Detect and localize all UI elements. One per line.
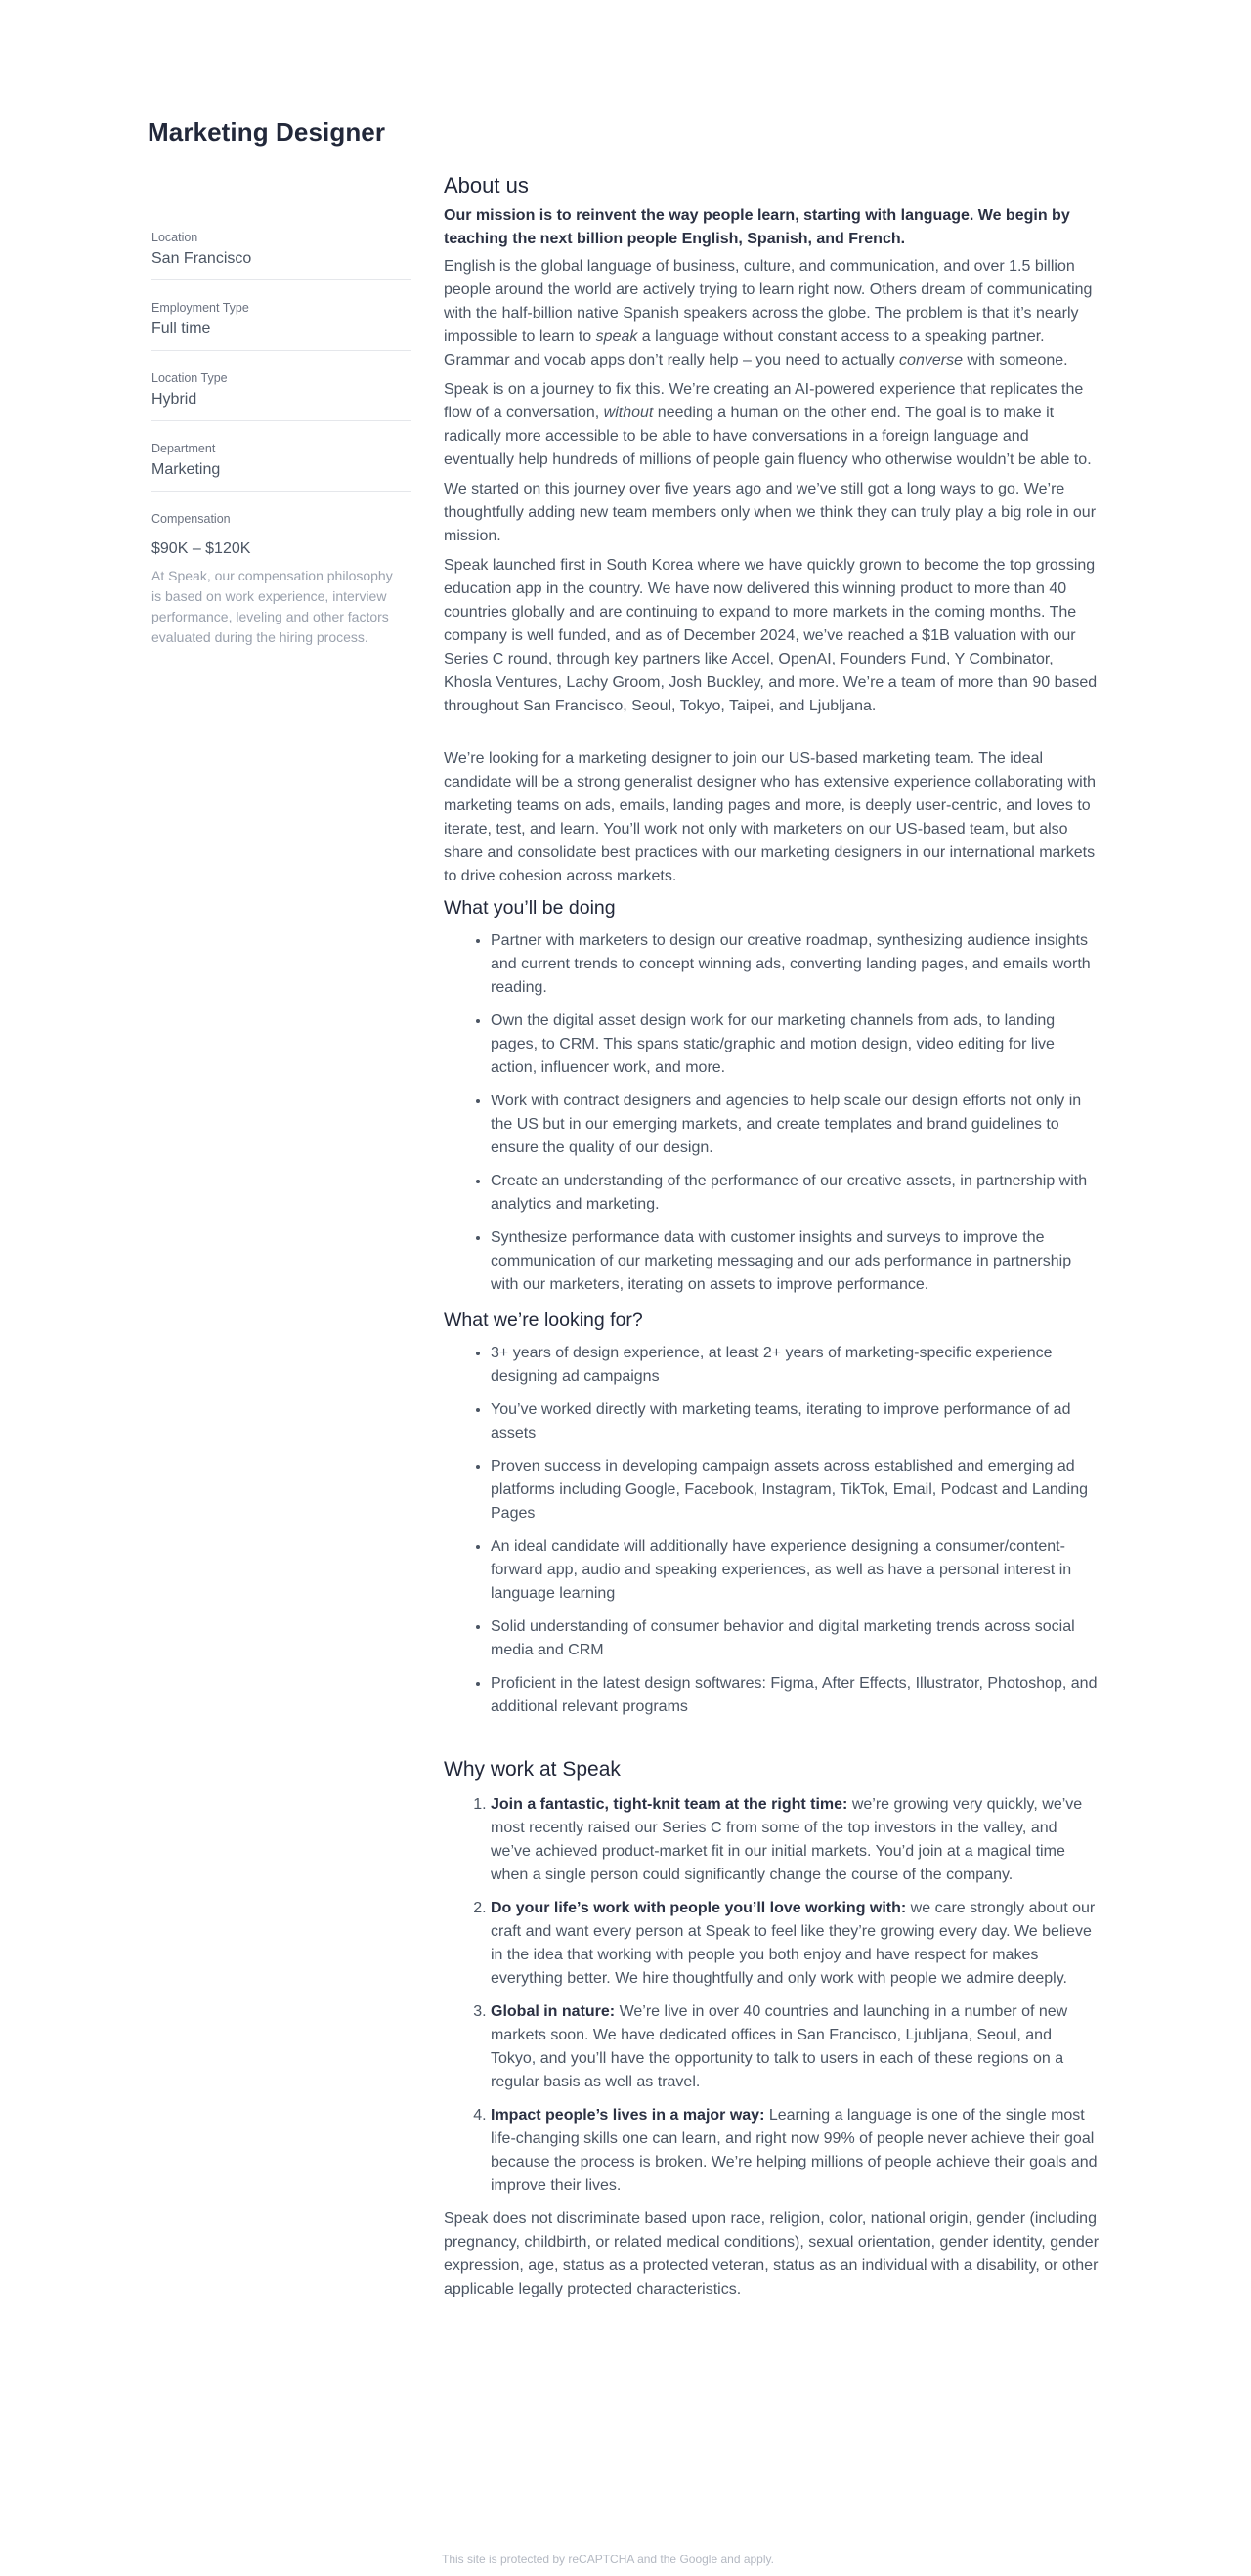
- looking-list: [444, 1342, 1099, 1719]
- list-item: • Partner with marketers to design our creative roadmap, synthesizing audience insights and current trends to concept winning ads, converting landing pages, and emails worth reading.: [491, 929, 1099, 1000]
- about-paragraph-1: English is the global language of business, culture, and communication, and over 1.5 billion people around the world are actively trying to learn right now. Others dream of communicating with the half-billion native Spanish speakers across the globe. The problem is that it’s nearly impossible to learn to speak a language without constant access to a speaking partner. Grammar and vocab apps don’t really help – you need to actually converse with someone.: [444, 258, 1093, 368]
- list-item: • Own the digital asset design work for our marketing channels from ads, to landing pages, to CRM. This spans static/graphic and motion design, video editing for live action, influencer work, and more.: [491, 1009, 1099, 1080]
- mission-statement: Our mission is to reinvent the way people learn, starting with language. We begin by teaching the next billion people English, Spanish, and French.: [444, 207, 1070, 247]
- job-details-sidebar: [151, 231, 411, 648]
- why-heading: Why work at Speak: [444, 1758, 621, 1781]
- list-item: 3. Global in nature: We’re live in over 40 countries and launching in a number of new markets soon. We have dedicated offices in San Francisco, Ljubljana, Seoul, and Tokyo, and you’ll have the opportunity to talk to users in each of these regions on a regular basis as well as travel.: [491, 2000, 1099, 2094]
- location-type-value: Hybrid: [151, 391, 197, 408]
- list-item: 1. Join a fantastic, tight-knit team at the right time: we’re growing very quickly, we’ve most recently raised our Series C from some of the top investors in the valley, and we’ve achieved product-market fit in our initial markets. You’d join at a magical time when a single person could significantly change the course of the company.: [491, 1793, 1099, 1887]
- employment-type-section: [151, 301, 411, 351]
- list-item: 4. Impact people’s lives in a major way: Learning a language is one of the single most life-changing skills one can learn, and right now 99% of people never achieve their goal because the process is broken. We’re helping millions of people achieve their goals and improve their lives.: [491, 2104, 1099, 2198]
- list-item: • Solid understanding of consumer behavior and digital marketing trends across social media and CRM: [491, 1615, 1099, 1662]
- about-paragraph-3: We started on this journey over five years ago and we’ve still got a long ways to go. We’re thoughtfully adding new team members only when we think they can truly play a big role in our mission.: [444, 481, 1097, 544]
- location-type-section: [151, 371, 411, 421]
- compensation-label: Compensation: [151, 512, 231, 526]
- page-title: Marketing Designer: [148, 117, 386, 147]
- about-paragraph-4: Speak launched first in South Korea where we have quickly grown to become the top grossing education app in the country. We have now delivered this winning product to more than 40 countries globally and are continuing to expand to more markets in the coming months. The company is well funded, and as of December 2024, we’ve reached a $1B valuation with our Series C round, through key partners like Accel, OpenAI, Founders Fund, Y Combinator, Khosla Ventures, Lachy Groom, Josh Buckley, and more. We’re a team of more than 90 based throughout San Francisco, Seoul, Tokyo, Taipei, and Ljubljana.: [444, 557, 1098, 714]
- employment-type-label: Employment Type: [151, 301, 249, 315]
- location-label: Location: [151, 231, 198, 244]
- employment-type-value: Full time: [151, 321, 211, 337]
- list-item: • Work with contract designers and agencies to help scale our design efforts not only in the US but in our emerging markets, and create templates and brand guidelines to ensure the quality of our design.: [491, 1090, 1099, 1160]
- about-paragraph-2: Speak is on a journey to fix this. We’re creating an AI-powered experience that replicates the flow of a conversation, without needing a human on the other end. The goal is to make it radically more accessible to be able to have conversations in a foreign language and eventually help hundreds of millions of people gain fluency who otherwise wouldn’t be able to.: [444, 381, 1092, 468]
- location-type-label: Location Type: [151, 371, 228, 385]
- compensation-note: At Speak, our compensation philosophy is based on work experience, interview performance, leveling and other factors evaluated during the hiring process.: [151, 568, 393, 645]
- list-item: • You’ve worked directly with marketing teams, iterating to improve performance of ad assets: [491, 1398, 1099, 1445]
- list-item: • Synthesize performance data with customer insights and surveys to improve the communication of our marketing messaging and our ads performance in partnership with our marketers, iterating on assets to improve performance.: [491, 1226, 1099, 1297]
- location-section: [151, 231, 411, 280]
- list-item: • An ideal candidate will additionally have experience designing a consumer/content-forward app, audio and speaking experiences, as well as have a personal interest in language learning: [491, 1535, 1099, 1606]
- list-item: • Create an understanding of the performance of our creative assets, in partnership with analytics and marketing.: [491, 1170, 1099, 1217]
- list-item: • Proven success in developing campaign assets across established and emerging ad platforms including Google, Facebook, Instagram, TikTok, Email, Podcast and Landing Pages: [491, 1455, 1099, 1525]
- job-description: [444, 171, 1099, 2307]
- why-list: [444, 1793, 1099, 2198]
- list-item: 2. Do your life’s work with people you’ll love working with: we care strongly about our craft and want every person at Speak to feel like they’re growing every day. We believe in the idea that working with people you both enjoy and have respect for makes everything better. We hire thoughtfully and only work with people we admire deeply.: [491, 1897, 1099, 1991]
- list-item: • Proficient in the latest design softwares: Figma, After Effects, Illustrator, Photoshop, and additional relevant programs: [491, 1672, 1099, 1719]
- department-section: [151, 442, 411, 492]
- doing-heading: What you’ll be doing: [444, 897, 616, 919]
- department-value: Marketing: [151, 461, 221, 478]
- list-item: • 3+ years of design experience, at least 2+ years of marketing-specific experience designing ad campaigns: [491, 1342, 1099, 1389]
- compensation-section: [151, 512, 411, 648]
- recaptcha-notice: This site is protected by reCAPTCHA and the Google and apply.: [442, 2553, 774, 2566]
- compensation-value: $90K – $120K: [151, 540, 251, 557]
- looking-heading: What we’re looking for?: [444, 1309, 643, 1331]
- role-intro: We’re looking for a marketing designer to join our US-based marketing team. The ideal candidate will be a strong generalist designer who has extensive experience collaborating with marketing teams on ads, emails, landing pages and more, is deeply user-centric, and loves to iterate, test, and learn. You’ll work not only with marketers on our US-based team, but also share and consolidate best practices with our marketing designers in our international markets to drive cohesion across markets.: [444, 751, 1097, 884]
- eeo-statement: Speak does not discriminate based upon race, religion, color, national origin, gender (including pregnancy, childbirth, or related medical conditions), sexual orientation, gender identity, gender expression, age, status as a protected veteran, status as an individual with a disability, or other applicable legally protected characteristics.: [444, 2211, 1100, 2297]
- about-heading: About us: [444, 173, 529, 197]
- location-value: San Francisco: [151, 250, 252, 267]
- doing-list: [444, 929, 1099, 1297]
- department-label: Department: [151, 442, 216, 455]
